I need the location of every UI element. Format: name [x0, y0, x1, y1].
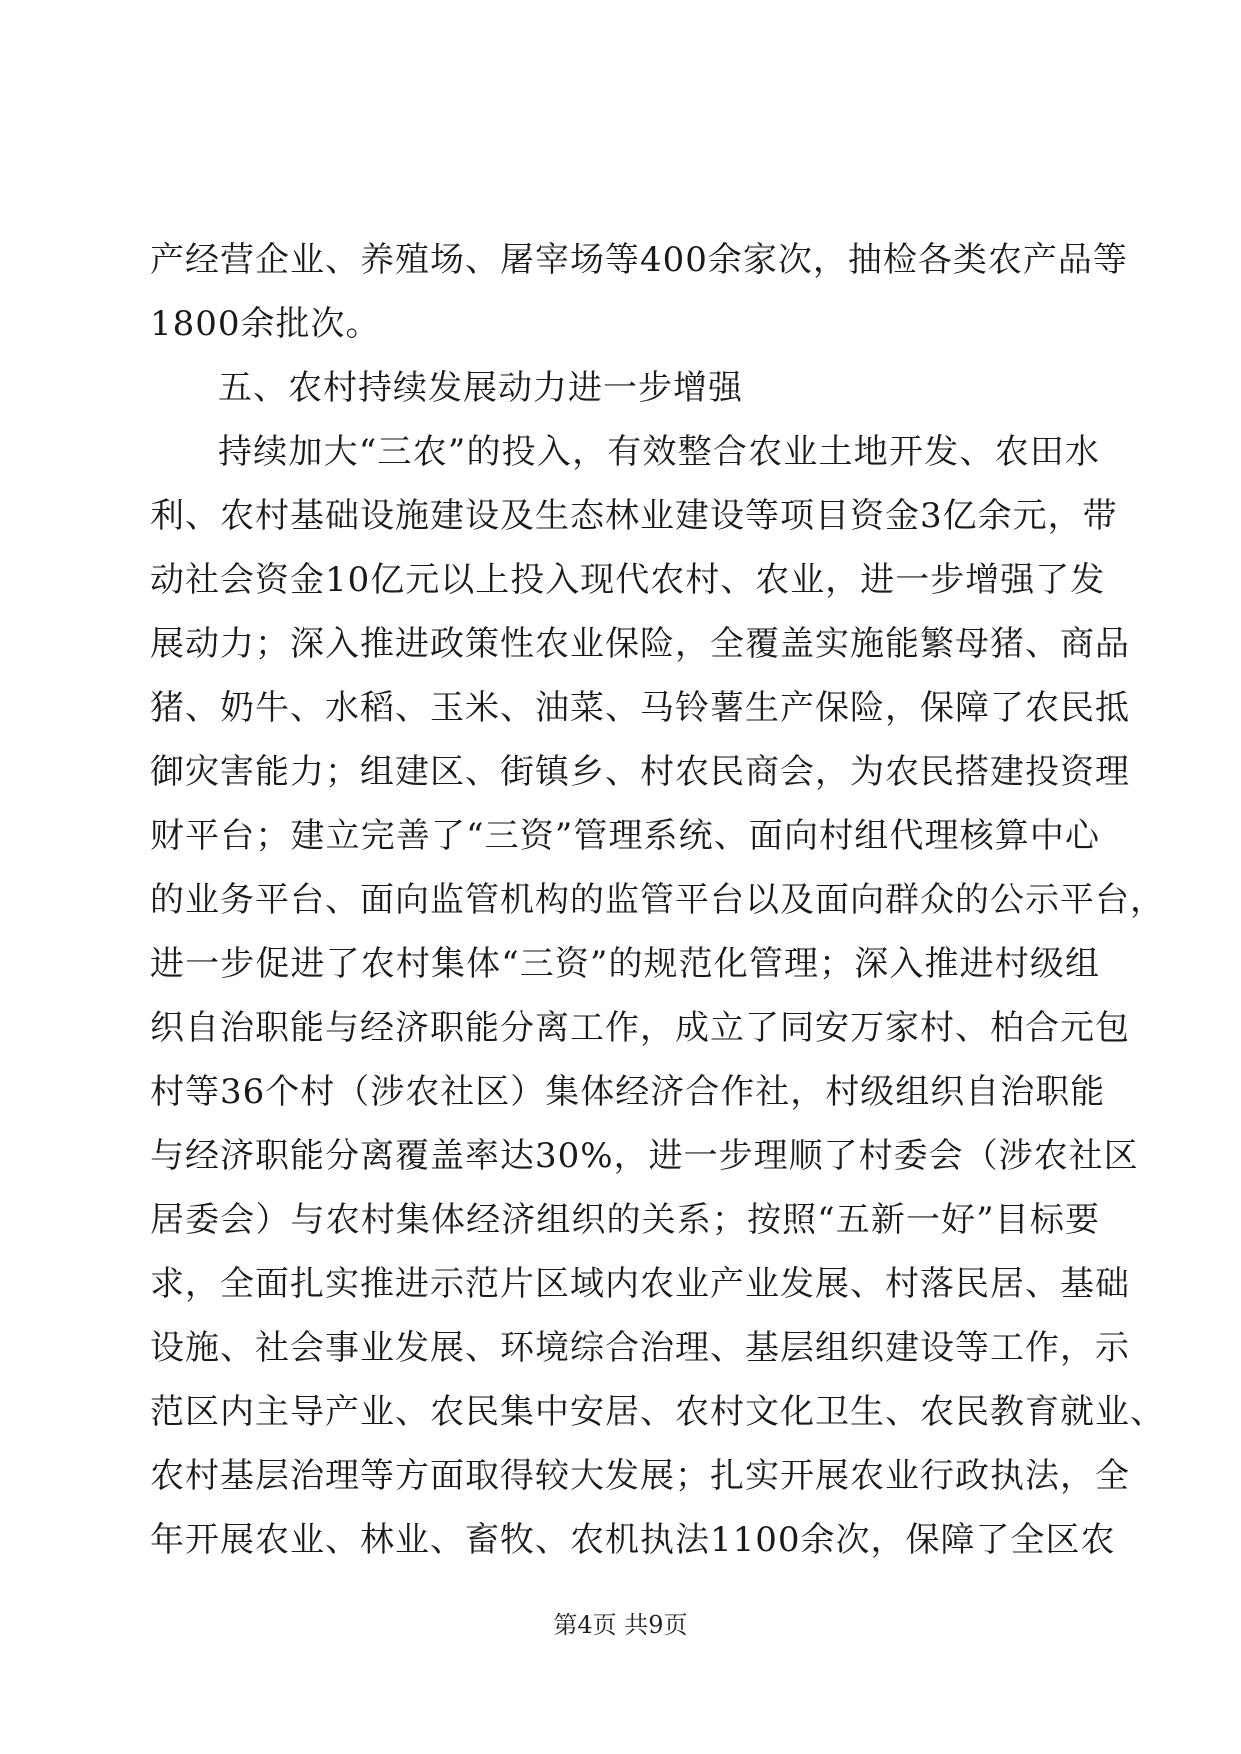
text-line: 1800余批次。 [150, 304, 381, 344]
text-line: 农村基层治理等方面取得较大发展；扎实开展农业行政执法，全 [150, 1456, 1130, 1496]
text-line: 的业务平台、面向监管机构的监管平台以及面向群众的公示平台， [150, 880, 1165, 920]
text-line: 居委会）与农村集体经济组织的关系；按照“五新一好”目标要 [150, 1200, 1100, 1240]
text-line: 求，全面扎实推进示范片区域内农业产业发展、村落民居、基础 [150, 1264, 1130, 1304]
page-footer: 第4页 共9页 [553, 1611, 688, 1639]
text-line: 财平台；建立完善了“三资”管理系统、面向村组代理核算中心 [150, 816, 1100, 856]
text-line: 村等36个村（涉农社区）集体经济合作社，村级组织自治职能 [150, 1072, 1106, 1112]
text-line: 猪、奶牛、水稻、玉米、油菜、马铃薯生产保险，保障了农民抵 [150, 688, 1130, 728]
text-line: 与经济职能分离覆盖率达30%，进一步理顺了村委会（涉农社区 [150, 1136, 1139, 1176]
text-line: 年开展农业、林业、畜牧、农机执法1100余次，保障了全区农 [150, 1520, 1116, 1560]
text-line: 五、农村持续发展动力进一步增强 [218, 368, 743, 408]
text-line: 利、农村基础设施建设及生态林业建设等项目资金3亿余元，带 [150, 496, 1118, 536]
text-line: 设施、社会事业发展、环境综合治理、基层组织建设等工作，示 [150, 1328, 1130, 1368]
text-line: 御灾害能力；组建区、街镇乡、村农民商会，为农民搭建投资理 [150, 752, 1130, 792]
text-line: 动社会资金10亿元以上投入现代农村、农业，进一步增强了发 [150, 560, 1106, 600]
text-line: 范区内主导产业、农民集中安居、农村文化卫生、农民教育就业、 [150, 1392, 1165, 1432]
text-line: 进一步促进了农村集体“三资”的规范化管理；深入推进村级组 [150, 944, 1100, 984]
text-line: 织自治职能与经济职能分离工作，成立了同安万家村、柏合元包 [150, 1008, 1130, 1048]
body-text [150, 228, 1165, 1572]
text-line: 产经营企业、养殖场、屠宰场等400余家次，抽检各类农产品等 [150, 240, 1128, 280]
text-line: 展动力；深入推进政策性农业保险，全覆盖实施能繁母猪、商品 [150, 624, 1130, 664]
text-line: 持续加大“三农”的投入，有效整合农业土地开发、农田水 [218, 432, 1100, 472]
